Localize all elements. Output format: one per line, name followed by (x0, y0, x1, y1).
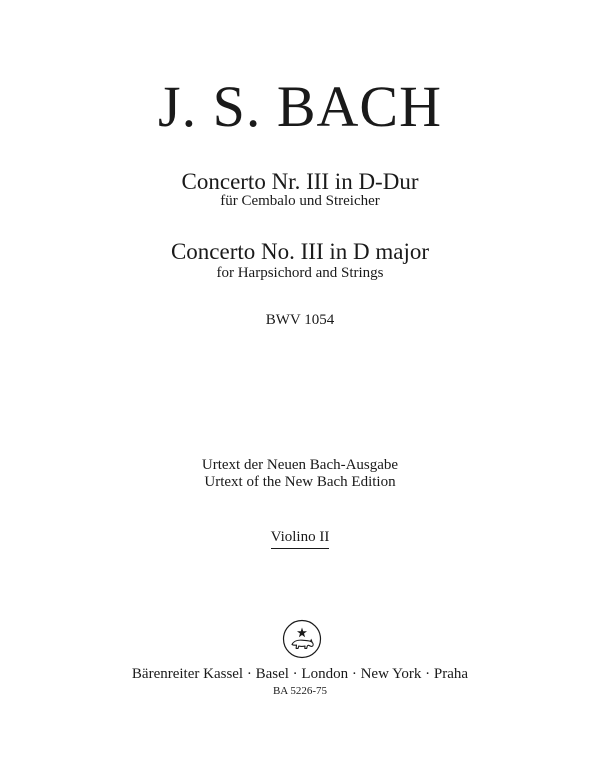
part-label-container (0, 528, 600, 549)
work-title-english: Concerto No. III in D major (170, 239, 430, 264)
work-title-german: Concerto Nr. III in D-Dur (181, 169, 419, 194)
composer-name: J. S. BACH (158, 74, 442, 139)
urtext-note-german: Urtext der Neuen Bach-Ausgabe (201, 457, 399, 473)
bwv-catalog-number: BWV 1054 (265, 312, 335, 328)
instrumentation-german: für Cembalo und Streicher (220, 193, 380, 209)
order-number: BA 5226-75 (272, 685, 328, 697)
publisher-line: Bärenreiter Kassel · Basel · London · New York · Praha (131, 666, 469, 682)
urtext-note-english: Urtext of the New Bach Edition (204, 474, 396, 490)
instrumentation-english: for Harpsichord and Strings (216, 265, 384, 281)
baerenreiter-bear-logo-icon (282, 619, 322, 659)
instrument-part-label: Violino II (271, 530, 330, 549)
